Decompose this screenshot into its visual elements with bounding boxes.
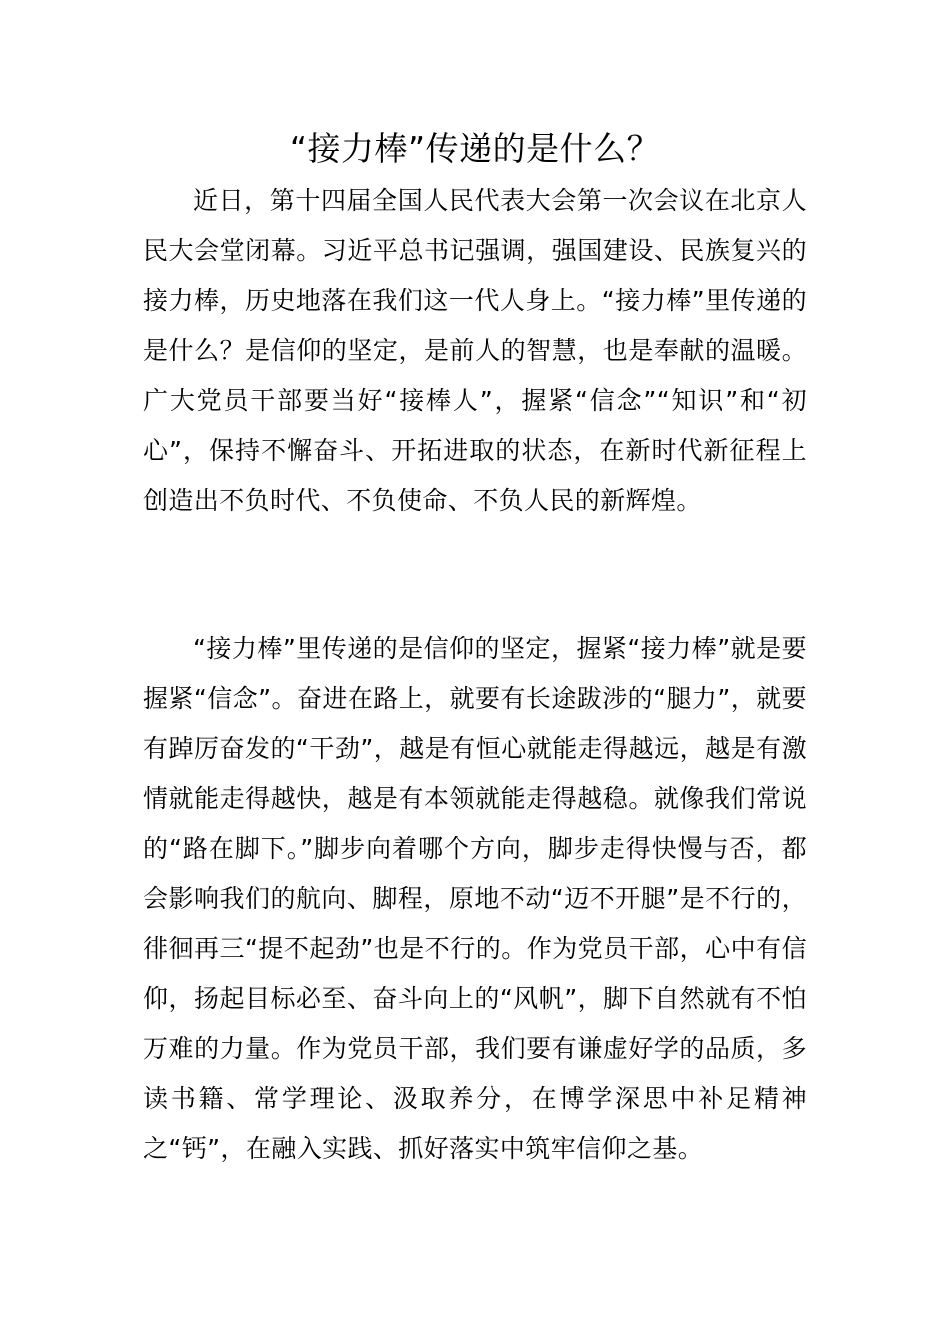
document-title: “接力棒”传递的是什么？ [289,129,661,168]
paragraph-faith: “接力棒”里传递的是信仰的坚定，握紧“接力棒”就是要握紧“信念”。奋进在路上，就要有长途跋涉的“腿力”，就要有踔厉奋发的“干劲”，越是有恒心就能走得越远，越是有激情就能走得越快，越是有本领就能走得越稳。就像我们常说的“路在脚下。”脚步向着哪个方向，脚步走得快慢与否，都会影响我们的航向、脚程，原地不动“迈不开腿”是不行的，徘徊再三“提不起劲”也是不行的。作为党员干部，心中有信仰，扬起目标必至、奋斗向上的“风帆”，脚下自然就有不怕万难的力量。作为党员干部，我们要有谦虚好学的品质，多读书籍、常学理论、汲取养分，在博学深思中补足精神之“钙”，在融入实践、抓好落实中筑牢信仰之基。 [143,634,807,1163]
paragraph-intro: 近日，第十四届全国人民代表大会第一次会议在北京人民大会堂闭幕。习近平总书记强调，强国建设、民族复兴的接力棒，历史地落在我们这一代人身上。“接力棒”里传递的是什么？是信仰的坚定，是前人的智慧，也是奉献的温暖。广大党员干部要当好“接棒人”，握紧“信念”“知识”和“初心”，保持不懈奋斗、开拓进取的状态，在新时代新征程上创造出不负时代、不负使命、不负人民的新辉煌。 [143,186,807,515]
